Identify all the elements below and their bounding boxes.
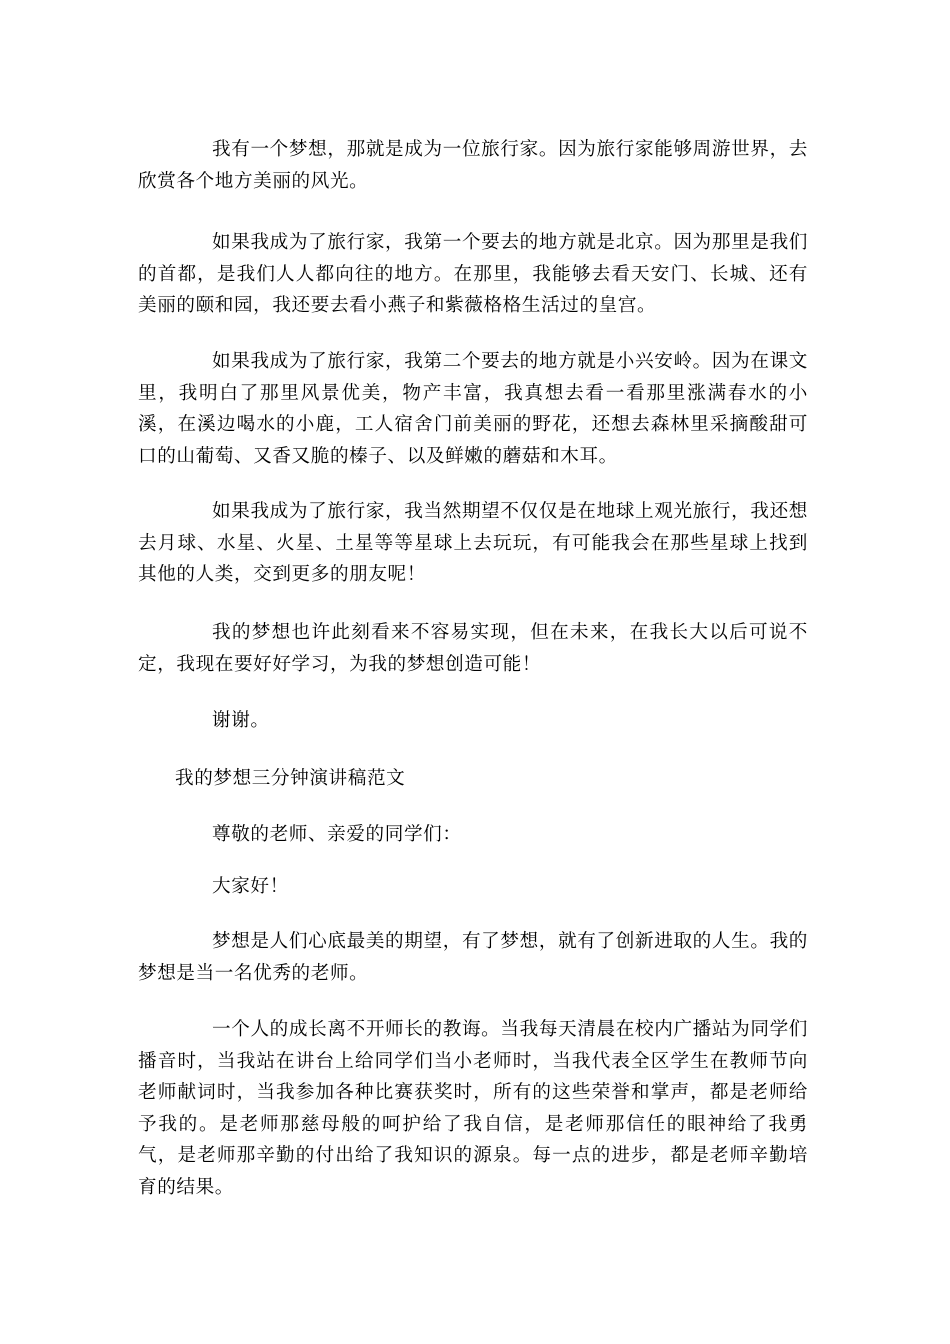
- paragraph-greeting: 大家好！: [212, 876, 289, 897]
- paragraph-salutation: 尊敬的老师、亲爱的同学们：: [212, 824, 462, 845]
- paragraph-beijing: 如果我成为了旅行家，我第一个要去的地方就是北京。因为那里是我们的首都，是我们人人都向往的地方。在那里，我能够去看天安门、长城、还有美丽的颐和园，我还要去看小燕子和紫薇格格生活过的皇宫。: [138, 232, 808, 316]
- paragraph-dream-traveler: 我有一个梦想，那就是成为一位旅行家。因为旅行家能够周游世界，去欣赏各个地方美丽的风光。: [138, 139, 808, 192]
- paragraph-study-hard: 我的梦想也许此刻看来不容易实现，但在未来，在我长大以后可说不定，我现在要好好学习，为我的梦想创造可能！: [138, 622, 808, 675]
- paragraph-planets: 如果我成为了旅行家，我当然期望不仅仅是在地球上观光旅行，我还想去月球、水星、火星、土星等等星球上去玩玩，有可能我会在那些星球上找到其他的人类，交到更多的朋友呢！: [138, 501, 808, 585]
- paragraph-xiaoxinganling: 如果我成为了旅行家，我第二个要去的地方就是小兴安岭。因为在课文里，我明白了那里风景优美，物产丰富，我真想去看一看那里涨满春水的小溪，在溪边喝水的小鹿，工人宿舍门前美丽的野花，还想去森林里采摘酸甜可口的山葡萄、又香又脆的榛子、以及鲜嫩的蘑菇和木耳。: [138, 351, 808, 467]
- paragraph-growth: 一个人的成长离不开师长的教诲。当我每天清晨在校内广播站为同学们播音时，当我站在讲台上给同学们当小老师时，当我代表全区学生在教师节向老师献词时，当我参加各种比赛获奖时，所有的这些荣誉和掌声，都是老师给予我的。是老师那慈母般的呵护给了我自信，是老师那信任的眼神给了我勇气，是老师那辛勤的付出给了我知识的源泉。每一点的进步，都是老师辛勤培育的结果。: [138, 1019, 808, 1198]
- paragraph-thanks: 谢谢。: [212, 710, 270, 731]
- paragraph-teacher-dream: 梦想是人们心底最美的期望，有了梦想，就有了创新进取的人生。我的梦想是当一名优秀的老师。: [138, 931, 808, 984]
- section-title: 我的梦想三分钟演讲稿范文: [175, 768, 406, 789]
